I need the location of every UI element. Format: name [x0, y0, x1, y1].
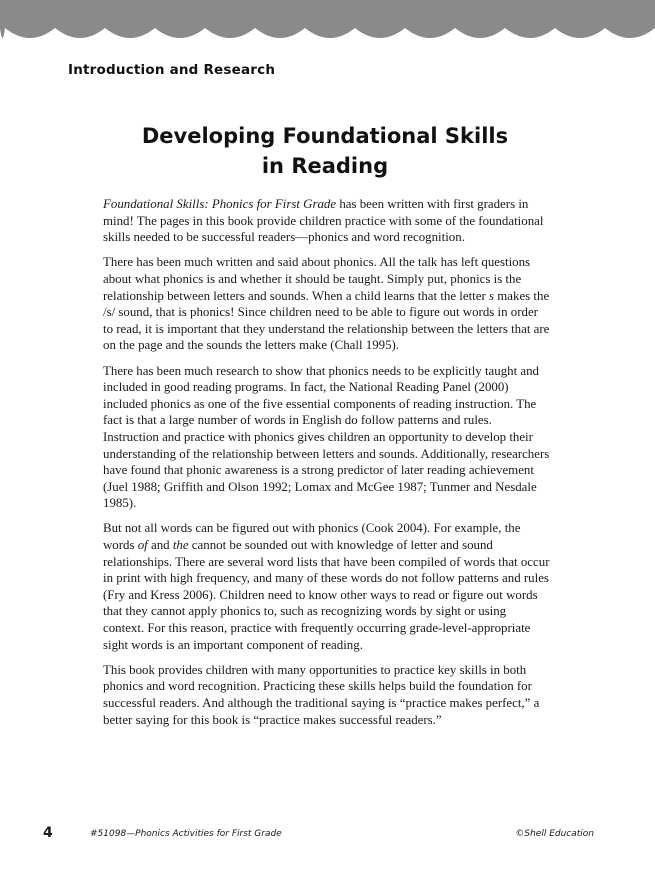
body-text — [103, 196, 550, 737]
page-title-line-2: in Reading — [261, 154, 389, 178]
footer-publisher: ©Shell Education — [515, 829, 594, 839]
letter-s-italic: s — [489, 288, 495, 303]
book-title-italic: Foundational Skills: Phonics for First Grade — [103, 197, 337, 211]
page-number: 4 — [43, 825, 53, 841]
footer-book-title: #51098—Phonics Activities for First Grade — [90, 829, 282, 839]
section-label: Introduction and Research — [68, 62, 276, 78]
page-title-line-1: Developing Foundational Skills — [141, 124, 509, 148]
paragraph-5: This book provides children with many opportunities to practice key skills in both phonics and word recognition. Practicing these skills helps build the foundation for successful readers. And although the traditional saying is “practice makes perfect,” a better saying for this book is “practice makes successful readers.” — [103, 662, 540, 727]
paragraph-4-and: and — [147, 538, 173, 553]
wave-shape — [0, 0, 655, 38]
paragraph-1 — [103, 196, 550, 246]
wavy-header-banner — [0, 0, 655, 48]
paragraph-1-text: has been written with first graders in mind! The pages in this book provide children practice with some of the foundational skills needed to be successful readers—phonics and word recognition. — [103, 197, 544, 245]
paragraph-4-text-b: cannot be sounded out with knowledge of letter and sound relationships. There are several word lists that have been compiled of words that occur in print with high frequency, and many of these words do not follow patterns and rules (Fry and Kress 2006). Children need to know other ways to read or figure out words that they cannot apply phonics to, such as recognizing words by sight or using context. For this reason, practice with frequently occurring grade-level-appropriate sight words is an important component of reading. — [103, 538, 550, 652]
paragraph-4-text-a: But not all words can be figured out with phonics (Cook 2004). For example, the words — [103, 521, 521, 553]
paragraph-2-text-b: makes the /s/ sound, that is phonics! Since children need to be able to figure out words in order to read, it is important that they understand the relationship between the letters that are on the page and the sounds the letters make (Chall 1995). — [103, 288, 550, 353]
paragraph-3: There has been much research to show that phonics needs to be explicitly taught and included in good reading programs. In fact, the National Reading Panel (2000) included phonics as one of the five essential components of reading instruction. The fact is that a large number of words in English do follow patterns and rules. Instruction and practice with phonics gives children an opportunity to develop their understanding of the relationship between letters and sounds. Additionally, researchers have found that phonic awareness is a strong predictor of later reading achievement (Juel 1988; Griffith and Olson 1992; Lomax and McGee 1987; Tunmer and Nesdale 1985). — [103, 363, 550, 511]
word-of-italic: of — [137, 538, 148, 553]
page-title — [120, 121, 530, 181]
paragraph-2 — [103, 254, 550, 354]
word-the-italic: the — [172, 538, 189, 553]
paragraph-4 — [103, 520, 550, 653]
paragraph-2-text-a: There has been much written and said about phonics. All the talk has left questions about what phonics is and whether it should be taught. Simply put, phonics is the relationship between letters and sounds. When a child learns that the letter — [103, 255, 531, 303]
